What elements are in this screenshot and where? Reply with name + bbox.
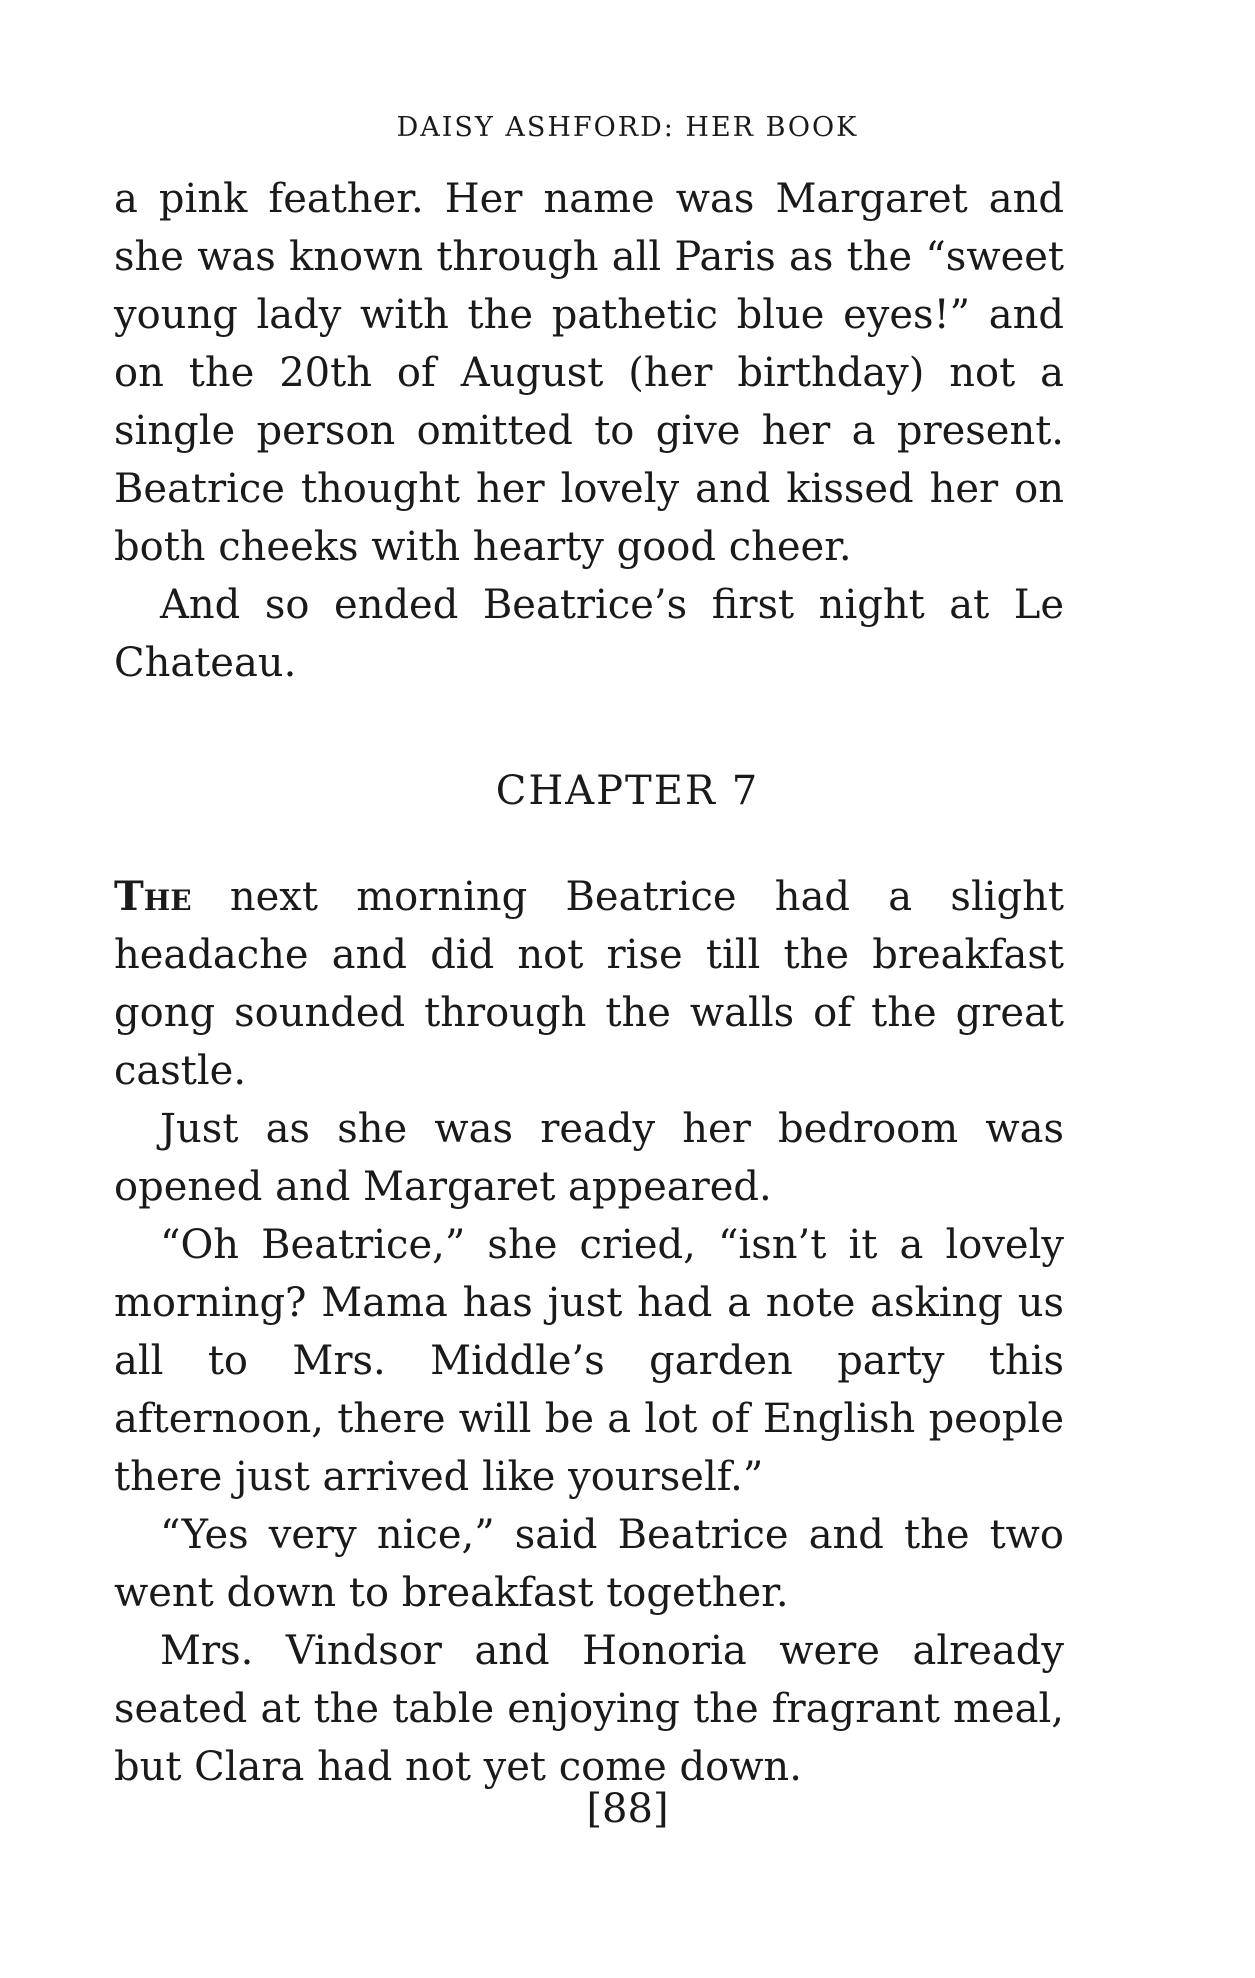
text-block-top	[114, 170, 1064, 692]
page-number: [88]	[586, 1786, 669, 1832]
chapter-lead-in: The	[114, 873, 192, 920]
paragraph-breakfast-table: Mrs. Vindsor and Honoria were already seated at the table enjoying the fragrant meal, but Clara had not yet come down.	[114, 1628, 1064, 1790]
text-block-chapter	[114, 868, 1064, 1796]
paragraph-first-night: And so ended Beatrice’s first night at Le Chateau.	[114, 582, 1064, 686]
paragraph-continued: a pink feather. Her name was Margaret and she was known through all Paris as the “sweet young lady with the pathetic blue eyes!” and on the 20th of August (her birthday) not a single person omitted to give her a present. Beatrice thought her lovely and kissed her on both cheeks with hearty good cheer.	[114, 176, 1064, 570]
chapter-opening-paragraph	[114, 868, 1064, 1100]
paragraph-lovely-morning: “Oh Beatrice,” she cried, “isn’t it a lovely morning? Mama has just had a note asking us all to Mrs. Middle’s garden party this afternoon, there will be a lot of English people there just arrived like yourself.”	[114, 1222, 1064, 1500]
paragraph-margaret-appeared: Just as she was ready her bedroom was opened and Margaret appeared.	[114, 1106, 1064, 1210]
chapter-heading: CHAPTER 7	[495, 768, 760, 814]
paragraph-yes-very-nice: “Yes very nice,” said Beatrice and the two went down to breakfast together.	[114, 1512, 1064, 1616]
running-head: DAISY ASHFORD: HER BOOK	[396, 112, 859, 143]
chapter-opening-text: next morning Beatrice had a slight headache and did not rise till the breakfast gong sounded through the walls of the great castle.	[114, 874, 1064, 1094]
